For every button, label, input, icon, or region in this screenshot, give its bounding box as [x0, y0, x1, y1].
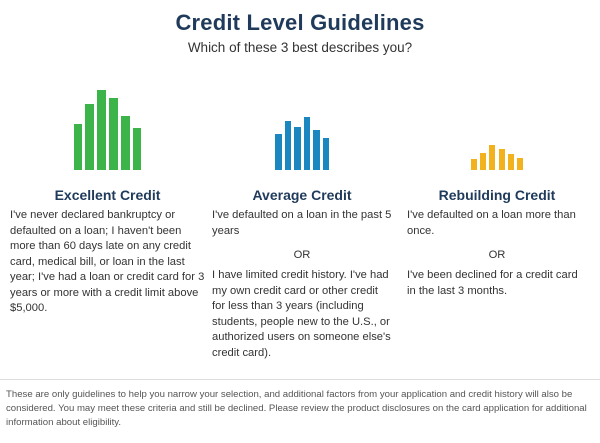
average-bar-2 — [285, 121, 292, 170]
rebuilding-or-separator: OR — [488, 249, 506, 261]
rebuilding-bar-5 — [508, 154, 514, 170]
average-bar-3 — [294, 127, 301, 170]
rebuilding-bar-chart-icon — [407, 90, 587, 170]
page-title: Credit Level Guidelines — [175, 10, 425, 35]
average-credit-title: Average Credit — [252, 187, 352, 203]
rebuilding-credit-title: Rebuilding Credit — [438, 187, 556, 203]
excellent-bar-chart-icon — [10, 90, 205, 170]
average-bar-6 — [323, 138, 330, 170]
rebuilding-bar-2 — [480, 153, 486, 170]
average-or-separator: OR — [293, 249, 311, 261]
average-bar-chart-icon — [212, 90, 392, 170]
footer-disclaimer: These are only guidelines to help you narrow your selection, and additional factors from your application and credit history will also be considered. You may meet these criteria and still be declined. Please review the product disclosures on the card application for additional information about eligibility. — [6, 389, 587, 428]
excellent-credit-description: I've never declared bankruptcy or defaulted on a loan; I haven't been more than 60 days late on any credit card, medical bill, or loan in the last year; I've had a loan or credit card for 3 years or more with a credit limit above $5,000. — [10, 209, 205, 314]
excellent-bar-5 — [121, 116, 130, 170]
rebuilding-credit-description-alt: I've been declined for a credit card in the last 3 months. — [407, 269, 578, 297]
footer-divider — [0, 379, 600, 380]
excellent-bar-1 — [74, 124, 83, 170]
average-bar-5 — [313, 130, 320, 170]
rebuilding-credit-description: I've defaulted on a loan more than once. — [407, 209, 576, 237]
rebuilding-bar-1 — [471, 159, 477, 170]
excellent-bar-2 — [85, 104, 94, 170]
credit-level-excellent — [10, 90, 205, 317]
rebuilding-bar-4 — [499, 149, 505, 170]
page-subtitle: Which of these 3 best describes you? — [187, 40, 413, 55]
rebuilding-bar-3 — [489, 145, 495, 170]
excellent-credit-title: Excellent Credit — [54, 187, 161, 203]
average-credit-description-alt: I have limited credit history. I've had my own credit card or other credit for less than 3 years (including students, people new to the U.S., or authorized users on someone else's credit card). — [212, 269, 391, 359]
credit-level-average — [212, 90, 392, 361]
excellent-bar-6 — [133, 128, 142, 170]
excellent-bar-3 — [97, 90, 106, 170]
rebuilding-bar-6 — [517, 158, 523, 170]
average-credit-description: I've defaulted on a loan in the past 5 years — [212, 209, 392, 237]
average-bar-4 — [304, 117, 311, 170]
excellent-bar-4 — [109, 98, 118, 170]
average-bar-1 — [275, 134, 282, 170]
credit-level-rebuilding — [407, 90, 587, 299]
